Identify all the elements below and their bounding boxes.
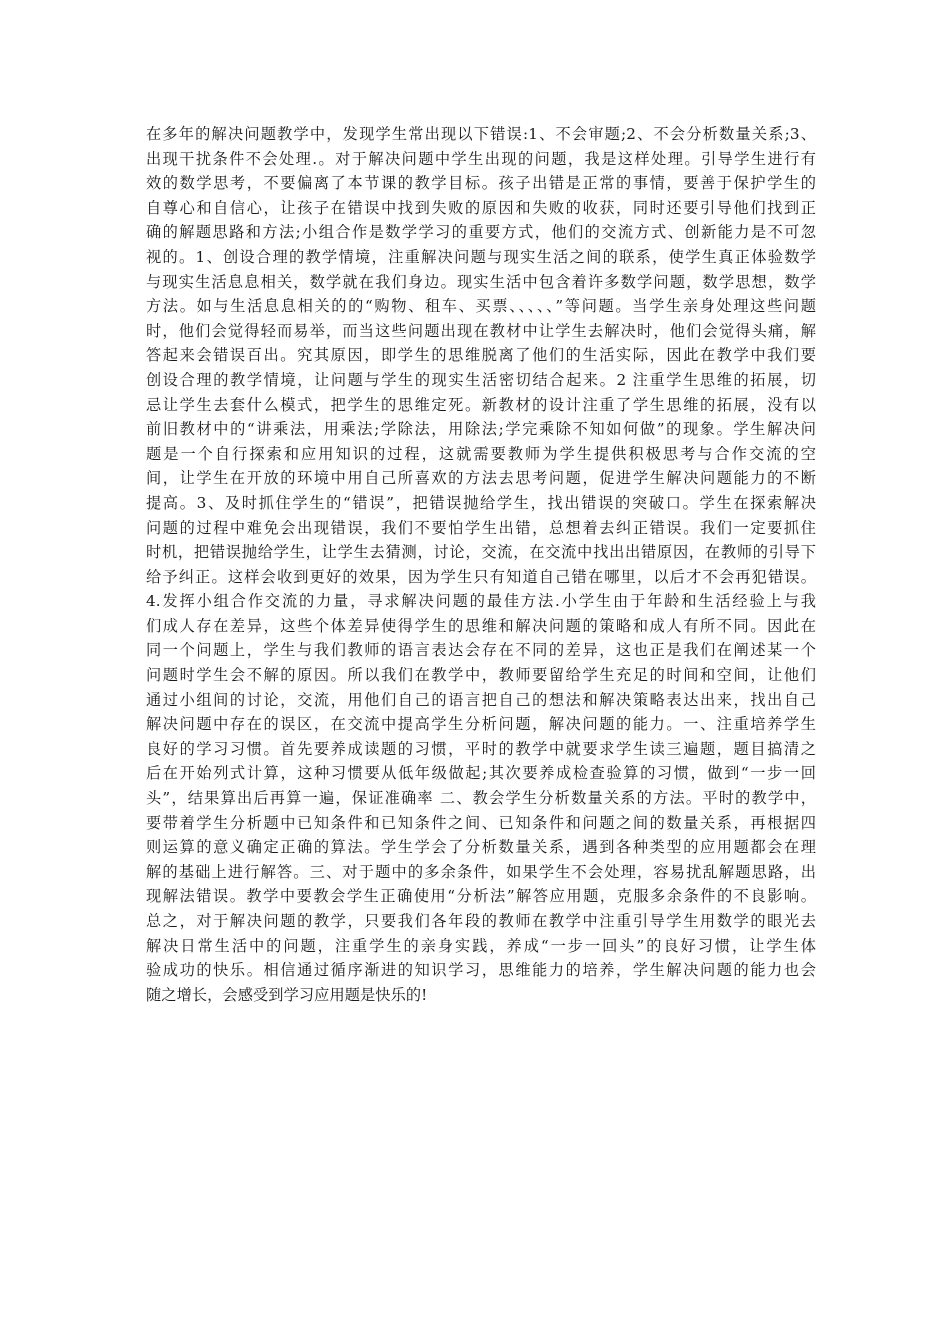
paragraph-line: 在多年的解决问题教学中，发现学生常出现以下错误:1、不会审题;2、不会分析数量关系;3、	[146, 125, 816, 143]
paragraph-line: 良好的学习习惯。首先要养成读题的习惯，平时的教学中就要求学生读三遍题，题目搞清之	[146, 739, 816, 758]
paragraph-line: 确的解题思路和方法;小组合作是数学学习的重要方式，他们的交流方式、创新能力是不可忽	[146, 223, 816, 242]
paragraph-line: 题是一个自行探索和应用知识的过程，这就需要教师为学生提供积极思考与合作交流的空	[146, 444, 816, 463]
paragraph-line: 通过小组间的讨论，交流，用他们自己的语言把自己的想法和解决策略表达出来，找出自己	[146, 690, 816, 709]
paragraph-line: 后在开始列式计算，这种习惯要从低年级做起;其次要养成检查验算的习惯，做到“一步一回	[146, 764, 816, 783]
paragraph-line: 忌让学生去套什么模式，把学生的思维定死。新教材的设计注重了学生思维的拓展，没有以	[146, 395, 816, 414]
paragraph-line: 给予纠正。这样会收到更好的效果，因为学生只有知道自己错在哪里，以后才不会再犯错误。	[146, 567, 816, 586]
paragraph-line: 效的数学思考，不要偏离了本节课的教学目标。孩子出错是正常的事情，要善于保护学生的	[146, 174, 816, 193]
paragraph-line: 时机，把错误抛给学生，让学生去猜测，讨论，交流，在交流中找出出错原因，在教师的引导下	[146, 543, 816, 562]
paragraph-line: 4.发挥小组合作交流的力量，寻求解决问题的最佳方法.小学生由于年龄和生活经验上与我	[146, 592, 816, 611]
paragraph-line: 提高。3、及时抓住学生的“错误”，把错误抛给学生，找出错误的突破口。学生在探索解决	[146, 493, 816, 512]
paragraph-line: 自尊心和自信心，让孩子在错误中找到失败的原因和失败的收获，同时还要引导他们找到正	[146, 198, 816, 217]
paragraph-line: 头”，结果算出后再算一遍，保证准确率 二、教会学生分析数量关系的方法。平时的教学中，	[146, 789, 816, 808]
paragraph-line: 时，他们会觉得轻而易举，而当这些问题出现在教材中让学生去解决时，他们会觉得头痛，解	[146, 321, 816, 340]
paragraph-line: 验成功的快乐。相信通过循序渐进的知识学习，思维能力的培养，学生解决问题的能力也会	[146, 961, 816, 980]
paragraph-line: 要带着学生分析题中已知条件和已知条件之间、已知条件和问题之间的数量关系，再根据四	[146, 813, 816, 832]
paragraph-line: 问题的过程中难免会出现错误，我们不要怕学生出错，总想着去纠正错误。我们一定要抓住	[146, 518, 816, 537]
paragraph-line: 答起来会错误百出。究其原因，即学生的思维脱离了他们的生活实际，因此在教学中我们要	[146, 346, 816, 365]
paragraph-line: 解决日常生活中的问题，注重学生的亲身实践，养成“一步一回头”的良好习惯，让学生体	[146, 936, 816, 955]
paragraph-line: 随之增长，会感受到学习应用题是快乐的!	[146, 985, 428, 1004]
paragraph-line: 出现干扰条件不会处理.。对于解决问题中学生出现的问题，我是这样处理。引导学生进行有	[146, 149, 816, 168]
paragraph-line: 方法。如与生活息息相关的的“购物、租车、买票、、、、、”等问题。当学生亲身处理这些问题	[146, 297, 816, 316]
paragraph-line: 同一个问题上，学生与我们教师的语言表达会存在不同的差异，这也正是我们在阐述某一个	[146, 641, 816, 660]
document-body	[146, 122, 816, 1007]
paragraph-line: 解的基础上进行解答。三、对于题中的多余条件，如果学生不会处理，容易扰乱解题思路，出	[146, 862, 816, 881]
paragraph-line: 创设合理的教学情境，让问题与学生的现实生活密切结合起来。2 注重学生思维的拓展，切	[146, 370, 816, 389]
paragraph-line: 则运算的意义确定正确的算法。学生学会了分析数量关系，遇到各种类型的应用题都会在理	[146, 838, 816, 857]
paragraph-line: 与现实生活息息相关，数学就在我们身边。现实生活中包含着许多数学问题，数学思想，数学	[146, 272, 816, 291]
paragraph-line: 间，让学生在开放的环境中用自己所喜欢的方法去思考问题，促进学生解决问题能力的不断	[146, 469, 816, 488]
paragraph-line: 问题时学生会不解的原因。所以我们在教学中，教师要留给学生充足的时间和空间，让他们	[146, 666, 816, 685]
paragraph-line: 总之，对于解决问题的教学，只要我们各年段的教师在教学中注重引导学生用数学的眼光去	[146, 912, 816, 930]
paragraph-line: 们成人存在差异，这些个体差异使得学生的思维和解决问题的策略和成人有所不同。因此在	[146, 616, 816, 635]
paragraph-line: 现解法错误。教学中要教会学生正确使用“分析法”解答应用题，克服多余条件的不良影响。	[146, 887, 816, 906]
paragraph-line: 解决问题中存在的误区，在交流中提高学生分析问题，解决问题的能力。一、注重培养学生	[146, 715, 816, 734]
paragraph-line: 视的。1、创设合理的教学情境，注重解决问题与现实生活之间的联系，使学生真正体验数学	[146, 247, 816, 266]
paragraph-line: 前旧教材中的“讲乘法，用乘法;学除法，用除法;学完乘除不知如何做”的现象。学生解决问	[146, 420, 816, 439]
